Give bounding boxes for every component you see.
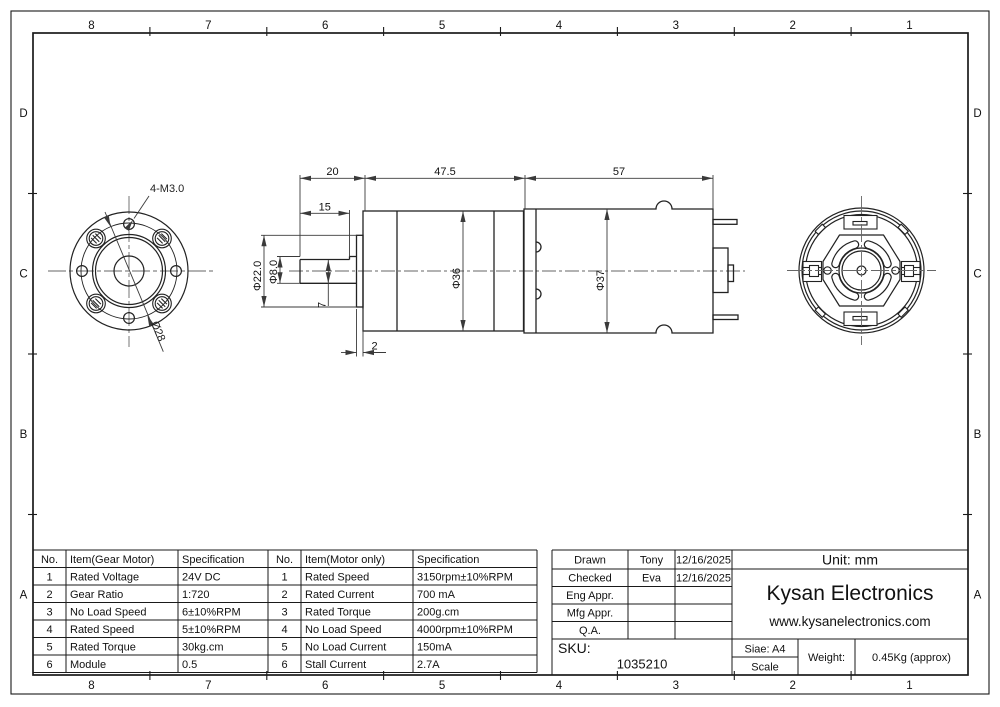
motor-only-table — [276, 554, 513, 671]
title-block — [552, 550, 968, 675]
front-view — [48, 183, 213, 352]
cell-item: Rated Torque — [305, 606, 371, 619]
cell-spec: 0.5 — [182, 658, 198, 671]
table-row — [281, 571, 512, 583]
paper-size: Siae: A4 — [744, 643, 786, 656]
rear-shaft-nub — [728, 265, 734, 282]
cell-spec: 30kg.cm — [182, 641, 224, 654]
unit-label: Unit: mm — [822, 551, 878, 568]
cell-no: 3 — [281, 606, 288, 619]
cell-item: No Load Speed — [70, 606, 147, 619]
cell-item: Module — [70, 658, 107, 671]
cell-spec: 1:720 — [182, 588, 210, 601]
table-row — [46, 659, 197, 671]
col-header: Specification — [182, 553, 245, 566]
motor-body — [524, 201, 713, 333]
approval-date: 12/16/2025 — [675, 554, 732, 567]
zone-col-label: 3 — [672, 680, 680, 692]
zone-col-label: 5 — [438, 680, 446, 692]
cell-item: Rated Speed — [305, 571, 370, 584]
approval-rows — [566, 555, 731, 638]
crimp-tab — [536, 289, 541, 299]
sku-value: 1035210 — [616, 656, 668, 672]
zone-col-label: 2 — [789, 680, 796, 692]
zone-col-label: 6 — [321, 20, 329, 32]
zone-col-label: 5 — [438, 20, 446, 32]
approval-label: Q.A. — [578, 625, 602, 638]
cell-no: 4 — [281, 623, 288, 636]
cell-item: No Load Current — [305, 641, 387, 654]
cell-item: Rated Speed — [70, 623, 135, 636]
cell-item: No Load Speed — [305, 623, 382, 636]
approval-label: Checked — [568, 572, 612, 585]
cell-no: 5 — [281, 641, 288, 654]
cell-item: Stall Current — [305, 658, 367, 671]
side-bracket-right — [902, 262, 921, 282]
cell-no: 6 — [46, 658, 53, 671]
dim-boss-diameter: Φ22.0 — [252, 260, 264, 291]
zone-col-label: 7 — [205, 680, 212, 692]
spec-tables — [33, 550, 537, 673]
cell-spec: 4000rpm±10%RPM — [417, 623, 513, 636]
zone-col-label: 4 — [555, 680, 563, 692]
terminal-tab — [713, 220, 737, 225]
cell-no: 2 — [46, 588, 53, 601]
dim-boss-thickness: 2 — [371, 340, 378, 353]
cell-item: Gear Ratio — [70, 588, 124, 601]
cell-spec: 200g.cm — [417, 606, 460, 619]
zone-row-label: C — [973, 268, 982, 281]
zone-col-label: 4 — [555, 20, 563, 32]
zone-col-label: 8 — [88, 680, 95, 692]
dim-flat-height: 7 — [316, 301, 329, 308]
terminal-tab — [713, 315, 738, 320]
brush-tab-slot — [853, 317, 867, 321]
approval-label: Drawn — [574, 554, 606, 567]
rim-crimp-mark — [815, 307, 825, 317]
approval-label: Eng Appr. — [566, 590, 614, 603]
cell-spec: 700 mA — [417, 588, 455, 601]
cell-no: 1 — [46, 571, 53, 584]
cell-no: 5 — [46, 641, 53, 654]
zone-col-label: 1 — [906, 20, 913, 32]
rear-view — [787, 196, 936, 345]
col-header: Specification — [417, 553, 480, 566]
zone-col-label: 1 — [906, 680, 913, 692]
company-name: Kysan Electronics — [766, 582, 934, 605]
cell-spec: 3150rpm±10%RPM — [417, 571, 513, 584]
zone-col-label: 3 — [672, 20, 680, 32]
side-bracket-left — [803, 262, 822, 282]
table-row — [281, 624, 512, 636]
cell-item: Rated Voltage — [70, 571, 140, 584]
table-row — [281, 641, 452, 653]
zone-col-label: 8 — [88, 20, 95, 32]
col-header: No. — [275, 553, 294, 566]
approval-label: Mfg Appr. — [566, 607, 614, 620]
zone-row-label: A — [19, 589, 28, 602]
col-header: Item(Gear Motor) — [70, 553, 155, 566]
gear-motor-table — [41, 554, 244, 671]
zone-row-label: B — [19, 429, 28, 442]
table-row — [281, 606, 459, 618]
cell-spec: 150mA — [417, 641, 452, 654]
approval-name: Eva — [642, 572, 661, 585]
cell-no: 6 — [281, 658, 288, 671]
rear-bearing-boss — [713, 248, 728, 293]
cell-no: 4 — [46, 623, 53, 636]
rear-end-parts — [713, 220, 738, 320]
rim-crimp-mark — [815, 224, 825, 234]
cell-no: 3 — [46, 606, 53, 619]
crimp-tab — [536, 242, 541, 252]
zone-col-label: 6 — [321, 680, 329, 692]
zone-row-label: C — [19, 268, 28, 281]
cell-spec: 24V DC — [182, 571, 221, 584]
col-header: No. — [40, 553, 59, 566]
scale-label: Scale — [751, 661, 779, 674]
zone-col-label: 7 — [205, 20, 212, 32]
cell-spec: 5±10%RPM — [182, 623, 241, 636]
weight-label: Weight: — [807, 652, 846, 664]
zone-row-label: A — [973, 589, 982, 602]
zone-row-label: D — [19, 108, 28, 121]
side-view — [252, 166, 745, 357]
dim-shaft-length: 20 — [326, 166, 339, 178]
approval-date: 12/16/2025 — [675, 572, 732, 585]
company-website: www.kysanelectronics.com — [769, 614, 931, 629]
thread-label: 4-M3.0 — [150, 183, 185, 195]
zone-col-label: 2 — [789, 20, 796, 32]
weight-value: 0.45Kg (approx) — [872, 652, 951, 664]
cell-spec: 2.7A — [417, 658, 440, 671]
zone-row-label: B — [973, 429, 982, 442]
table-row — [46, 641, 223, 653]
bolt-circle-label: Ø28 — [148, 319, 168, 344]
table-row — [46, 606, 240, 618]
cell-item: Rated Torque — [70, 641, 136, 654]
cell-spec: 6±10%RPM — [182, 606, 241, 619]
rim-crimp-mark — [898, 224, 908, 234]
cell-item: Rated Current — [305, 588, 375, 601]
dim-motor-diameter: Φ37 — [595, 269, 607, 291]
col-header: Item(Motor only) — [305, 553, 386, 566]
table-row — [281, 659, 440, 671]
motor-outline — [300, 201, 738, 333]
cell-no: 1 — [281, 571, 288, 584]
brush-tab-slot — [853, 222, 867, 226]
table-row — [46, 589, 209, 601]
dim-gearbox-diameter: Φ36 — [451, 267, 463, 289]
cell-no: 2 — [281, 588, 288, 601]
dim-flat-length: 15 — [318, 201, 331, 214]
table-row — [46, 571, 220, 583]
dim-motor-length: 57 — [612, 166, 626, 178]
rim-crimp-mark — [898, 307, 908, 317]
sku-label: SKU: — [558, 640, 591, 656]
dim-gearbox-length: 47.5 — [434, 166, 456, 178]
table-row — [281, 589, 455, 601]
dim-shaft-diameter: Φ8.0 — [268, 259, 280, 284]
table-row — [46, 624, 240, 636]
approval-name: Tony — [639, 554, 664, 567]
thread-callout — [124, 183, 184, 231]
zone-row-label: D — [973, 108, 982, 121]
